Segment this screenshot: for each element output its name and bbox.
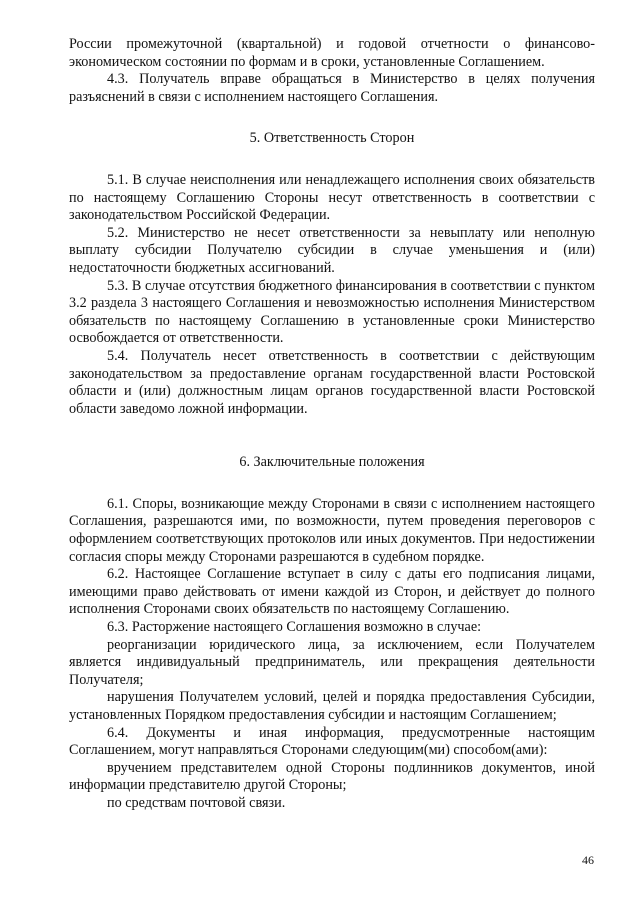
paragraph-6-3: 6.3. Расторжение настоящего Соглашения возможно в случае: — [107, 619, 482, 636]
document-body — [69, 36, 595, 813]
paragraph-6-1: 6.1. Споры, возникающие между Сторонами в связи с исполнением настоящего Соглашения, разрешаются ими, по возможности, путем проведения переговоров с оформлением соответствующих протоколов или иных документов. При недостижении согласия споры между Сторонами разрешаются в судебном порядке. — [69, 495, 595, 565]
paragraph-4-3: 4.3. Получатель вправе обращаться в Министерство в целях получения разъяснений в связи с исполнением настоящего Соглашения. — [69, 71, 595, 105]
page-number: 46 — [582, 853, 594, 867]
paragraph-continuation: России промежуточной (квартальной) и годовой отчетности о финансово-экономическом состоянии по формам и в сроки, установленные Соглашением. — [69, 36, 595, 70]
paragraph-6-2: 6.2. Настоящее Соглашение вступает в силу с даты его подписания лицами, имеющими право действовать от имени каждой из Сторон, и действует до полного исполнения Сторонами своих обязательств по настоящему Соглашению. — [69, 566, 595, 618]
section-6-title: 6. Заключительные положения — [239, 454, 425, 471]
paragraph-6-3-reorganization: реорганизации юридического лица, за исключением, если Получателем является индивидуальный предприниматель, или прекращения деятельности Получателя; — [69, 636, 595, 688]
section-5-title: 5. Ответственность Сторон — [249, 130, 415, 147]
paragraph-6-4-post: по средствам почтовой связи. — [107, 794, 286, 811]
paragraph-5-3: 5.3. В случае отсутствия бюджетного финансирования в соответствии с пунктом 3.2 раздела 3 настоящего Соглашения и невозможностью исполнения Министерством обязательств по настоящему Соглашению в установленные сроки Министерство освобождается от ответственности. — [69, 277, 595, 347]
paragraph-5-4: 5.4. Получатель несет ответственность в соответствии с действующим законодательством за предоставление органам государственной власти Ростовской области и (или) должностным лицам органов государственной власти Ростовской области заведомо ложной информации. — [69, 347, 595, 417]
paragraph-6-3-violation: нарушения Получателем условий, целей и порядка предоставления Субсидии, установленных Порядком предоставления субсидии и настоящим Соглашением; — [69, 689, 595, 723]
paragraph-5-1: 5.1. В случае неисполнения или ненадлежащего исполнения своих обязательств по настоящему Соглашению Стороны несут ответственность в соответствии с законодательством Российской Федерации. — [69, 171, 595, 224]
paragraph-5-2: 5.2. Министерство не несет ответственности за невыплату или неполную выплату субсидии Получателю субсидии в случае уменьшения и (или) недостаточности бюджетных ассигнований. — [69, 224, 595, 276]
paragraph-6-4-delivery: вручением представителем одной Стороны подлинников документов, иной информации представителю другой Стороны; — [69, 759, 595, 794]
paragraph-6-4: 6.4. Документы и иная информация, предусмотренные настоящим Соглашением, могут направляться Сторонами следующим(ми) способом(ами): — [69, 724, 595, 759]
